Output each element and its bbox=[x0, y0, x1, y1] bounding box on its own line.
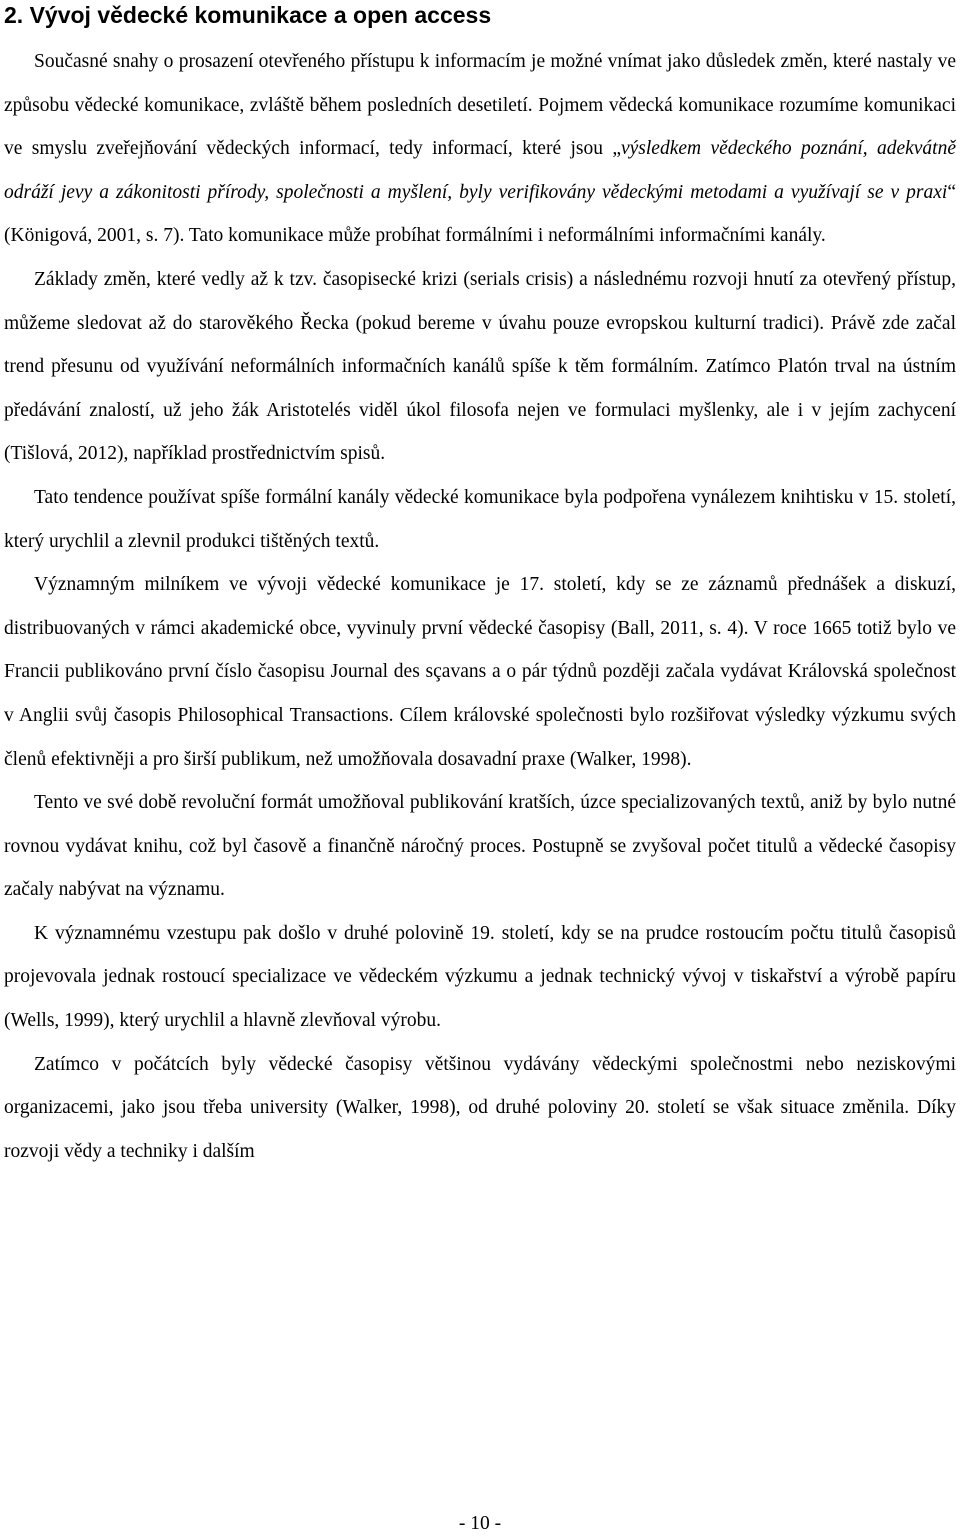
paragraph-1-start: Současné snahy o prosazení otevřeného přístupu k informacím je možné vnímat jako důsledek změn, které nastaly ve způsobu vědecké komunikace, zvláště během posledních desetiletí. Pojmem vědecká komunikace rozumíme komunikaci ve smyslu zveřejňování vědeckých informací, tedy informací, které jsou „ bbox=[4, 51, 956, 160]
body-text bbox=[4, 40, 956, 1173]
paragraph-4: Významným milníkem ve vývoji vědecké komunikace je 17. století, kdy se ze záznamů přednášek a diskuzí, distribuovaných v rámci akademické obce, vyvinuly první vědecké časopisy (Ball, 2011, s. 4). V roce 1665 totiž bylo ve Francii publikováno první číslo časopisu Journal des sçavans a o pár týdnů později začala vydávat Královská společnost v Anglii svůj časopis Philosophical Transactions. Cílem královské společnosti bylo rozšiřovat výsledky výzkumu svých členů efektivněji a pro širší publikum, než umožňovala dosavadní praxe (Walker, 1998). bbox=[4, 574, 956, 770]
paragraph-7: Zatímco v počátcích byly vědecké časopisy většinou vydávány vědeckými společnostmi nebo neziskovými organizacemi, jako jsou třeba university (Walker, 1998), od druhé poloviny 20. století se však situace změnila. Díky rozvoji vědy a techniky i dalším bbox=[4, 1053, 956, 1162]
paragraph-1 bbox=[4, 40, 956, 258]
section-heading: 2. Vývoj vědecké komunikace a open access bbox=[4, 2, 492, 28]
paragraph-2: Základy změn, které vedly až k tzv. časopisecké krizi (serials crisis) a následnému rozvoji hnutí za otevřený přístup, můžeme sledovat až do starověkého Řecka (pokud bereme v úvahu pouze evropskou kulturní tradici). Právě zde začal trend přesunu od využívání neformálních informačních kanálů spíše k těm formálním. Zatímco Platón trval na ústním předávání znalostí, už jeho žák Aristotelés viděl úkol filosofa nejen ve formulaci myšlenky, ale i v jejím zachycení (Tišlová, 2012), například prostřednictvím spisů. bbox=[4, 268, 956, 465]
page-number: - 10 - bbox=[458, 1513, 502, 1534]
paragraph-5: Tento ve své době revoluční formát umožňoval publikování kratších, úzce specializovaných textů, aniž by bylo nutné rovnou vydávat knihu, což byl časově a finančně náročný proces. Postupně se zvyšoval počet titulů a vědecké časopisy začaly nabývat na významu. bbox=[4, 792, 956, 901]
paragraph-3: Tato tendence používat spíše formální kanály vědecké komunikace byla podpořena vynálezem knihtisku v 15. století, který urychlil a zlevnil produkci tištěných textů. bbox=[4, 486, 956, 552]
quoted-definition: výsledkem vědeckého poznání, adekvátně odráží jevy a zákonitosti přírody, společnosti a myšlení, byly verifikovány vědeckými metodami a využívají se v praxi bbox=[4, 138, 957, 203]
paragraph-1-end: “ (Königová, 2001, s. 7). Tato komunikace může probíhat formálními i neformálními informačními kanály. bbox=[4, 181, 956, 247]
paragraph-6: K významnému vzestupu pak došlo v druhé polovině 19. století, kdy se na prudce rostoucím počtu titulů časopisů projevovala jednak rostoucí specializace ve vědeckém výzkumu a jednak technický vývoj v tiskařství a výrobě papíru (Wells, 1999), který urychlil a hlavně zlevňoval výrobu. bbox=[4, 922, 956, 1032]
